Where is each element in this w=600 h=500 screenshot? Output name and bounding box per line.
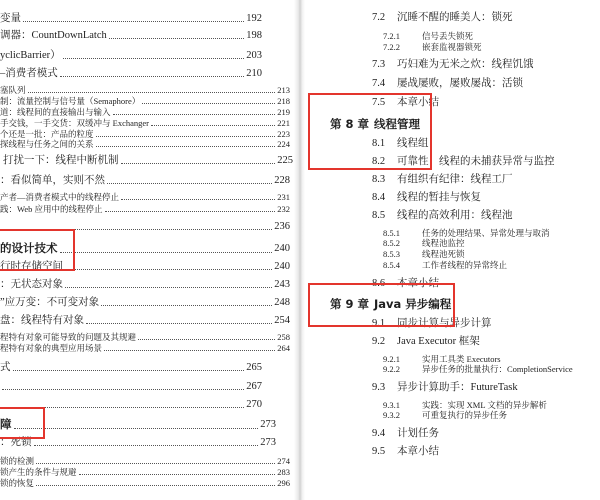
section-number: 9.3	[372, 382, 386, 393]
section-number: 8.5	[372, 210, 386, 221]
toc-entry	[305, 190, 600, 205]
toc-subentry	[0, 204, 290, 215]
toc-page-number: 213	[277, 85, 290, 95]
toc-subentry	[305, 260, 600, 271]
toc-entry-title: ：看似简单，实则不然	[0, 175, 105, 186]
leader-dots	[107, 183, 272, 184]
section-number: 7.4	[372, 78, 386, 89]
section-number: 8.5.1	[383, 228, 400, 238]
toc-page-number: 267	[246, 381, 262, 392]
toc-entry-title: 盘：线程特有对象	[0, 315, 84, 326]
toc-entry-title: 手交钱，一手交货：双缓冲与 Exchanger	[0, 118, 149, 128]
toc-page-number: 243	[274, 279, 290, 290]
toc-subentry	[0, 478, 290, 489]
toc-entry-title: ”应万变：不可变对象	[0, 297, 100, 308]
section-number: 8.5.2	[383, 238, 400, 248]
toc-entry-title: 探线程与任务之间的关系	[0, 139, 94, 149]
toc-page-number: 296	[277, 478, 290, 488]
toc-subentry	[0, 192, 290, 203]
toc-entry-title: 实践：实现 XML 文档的异步解析	[422, 400, 547, 410]
toc-entry	[0, 379, 262, 394]
section-number: 7.2.1	[383, 31, 400, 41]
toc-entry	[0, 28, 262, 43]
toc-page-number: 223	[277, 129, 290, 139]
chapter-title: 障	[0, 417, 12, 431]
toc-entry	[305, 208, 600, 223]
leader-dots	[105, 211, 276, 212]
toc-page-number: 231	[277, 192, 290, 202]
toc-entry	[0, 11, 262, 26]
leader-dots	[36, 485, 275, 486]
leader-dots	[151, 125, 275, 126]
section-number: 9.2.2	[383, 364, 400, 374]
toc-entry	[305, 172, 600, 187]
toc-page-number: 219	[277, 107, 290, 117]
toc-entry-title: 线程组	[397, 138, 429, 149]
toc-entry	[0, 153, 293, 168]
toc-entry-title: 任务的处理结果、异常处理与取消	[422, 228, 550, 238]
toc-page-number: 264	[277, 343, 290, 353]
toc-page-number: 198	[246, 30, 262, 41]
toc-subentry	[0, 467, 290, 478]
section-number: 8.2	[372, 156, 386, 167]
toc-page-number: 270	[246, 399, 262, 410]
toc-subentry	[0, 139, 290, 150]
toc-page-number: 224	[277, 139, 290, 149]
leader-dots	[65, 269, 272, 270]
toc-entry	[305, 334, 600, 349]
toc-entry-title: 信号丢失锁死	[422, 31, 474, 41]
toc-entry-title: –消费者模式	[0, 68, 58, 79]
leader-dots	[79, 474, 276, 475]
toc-subentry	[305, 364, 600, 375]
leader-dots	[138, 339, 275, 340]
toc-entry	[0, 173, 290, 188]
toc-subentry	[0, 96, 290, 107]
section-number: 7.3	[372, 59, 386, 70]
toc-page-number: 258	[277, 332, 290, 342]
toc-entry-title: 有组织有纪律：线程工厂	[397, 174, 513, 185]
toc-page-number: 283	[277, 467, 290, 477]
leader-dots	[28, 92, 276, 93]
toc-entry-title: 计划任务	[397, 428, 439, 439]
toc-page-number: 228	[274, 175, 290, 186]
toc-entry-title: 程特有对象的典型应用场景	[0, 343, 103, 353]
toc-entry	[0, 66, 262, 81]
toc-entry-title: 个还是一批：产品的粒度	[0, 129, 94, 139]
section-number: 8.4	[372, 192, 386, 203]
toc-entry-title: 塞队列	[0, 85, 26, 95]
toc-page-number: 240	[274, 243, 290, 254]
toc-entry-title: 践：Web 应用中的线程停止	[0, 204, 103, 214]
toc-entry-title: 线程池死锁	[422, 249, 465, 259]
leader-dots	[65, 287, 272, 288]
chapter-number: 第 9 章	[330, 297, 370, 311]
toc-entry-title: yclicBarrier）	[0, 50, 61, 61]
toc-entry-title: 沉睡不醒的睡美人：锁死	[397, 12, 513, 23]
chapter-number: 第 8 章	[330, 117, 370, 131]
toc-subentry	[0, 118, 290, 129]
section-number: 8.5.4	[383, 260, 400, 270]
toc-entry-title: 程特有对象可能导致的问题及其规避	[0, 332, 137, 342]
toc-subentry	[0, 456, 290, 467]
section-number: 9.2.1	[383, 354, 400, 364]
toc-entry	[0, 360, 262, 375]
book-gutter	[294, 0, 305, 500]
toc-page-number: 274	[277, 456, 290, 466]
toc-subentry	[305, 238, 600, 249]
leader-dots	[36, 463, 275, 464]
toc-entry-title: 锁的恢复	[0, 478, 35, 488]
toc-page-number: 232	[277, 204, 290, 214]
leader-dots	[86, 323, 272, 324]
toc-entry	[305, 10, 600, 25]
section-number: 8.5.3	[383, 249, 400, 259]
toc-entry-title: 工作者线程的异常终止	[422, 260, 508, 270]
toc-subentry	[0, 343, 290, 354]
highlight-box	[0, 229, 75, 271]
toc-entry-title: 线程的高效利用：线程池	[397, 210, 513, 221]
section-number: 9.3.1	[383, 400, 400, 410]
toc-entry-title: 调器：CountDownLatch	[0, 30, 107, 41]
toc-subentry	[0, 107, 290, 118]
toc-page-number: 273	[260, 437, 276, 448]
toc-entry-title: 嵌套监视器锁死	[422, 42, 482, 52]
leader-dots	[2, 389, 244, 390]
toc-entry	[305, 76, 600, 91]
toc-entry-title: 可重复执行的异步任务	[422, 410, 508, 420]
leader-dots	[121, 199, 275, 200]
toc-entry-title: 式	[0, 362, 11, 373]
toc-page-number: 273	[260, 419, 276, 430]
leader-dots	[34, 445, 259, 446]
toc-entry-title: 产者—消费者模式中的线程停止	[0, 192, 120, 202]
section-number: 9.4	[372, 428, 386, 439]
toc-entry-title: 本章小结	[397, 446, 439, 457]
highlight-box	[0, 407, 45, 439]
toc-entry	[0, 295, 290, 310]
toc-entry	[305, 426, 600, 441]
section-number: 7.2.2	[383, 42, 400, 52]
toc-entry-title: 同步计算与异步计算	[397, 318, 492, 329]
toc-subentry	[0, 85, 290, 96]
toc-subentry	[305, 31, 600, 42]
leader-dots	[23, 21, 244, 22]
toc-entry-title: 锁的检测	[0, 456, 35, 466]
toc-page-number: 236	[274, 221, 290, 232]
toc-subentry	[305, 42, 600, 53]
section-number: 9.1	[372, 318, 386, 329]
leader-dots	[96, 146, 276, 147]
toc-page-number: 265	[246, 362, 262, 373]
chapter-title: Java 异步编程	[374, 297, 452, 311]
section-number: 9.2	[372, 336, 386, 347]
toc-entry-title: ：无状态对象	[0, 279, 63, 290]
toc-entry	[0, 277, 290, 292]
toc-entry-title: 巧妇难为无米之炊：线程饥饿	[397, 59, 534, 70]
section-number: 8.6	[372, 278, 386, 289]
toc-entry-title: 线程池监控	[422, 238, 465, 248]
toc-page-number: 192	[246, 13, 262, 24]
leader-dots	[104, 350, 275, 351]
leader-dots	[113, 114, 276, 115]
toc-entry	[305, 57, 600, 72]
highlight-box	[308, 283, 455, 327]
section-number: 7.5	[372, 97, 386, 108]
chapter-title: 的设计技术	[0, 241, 58, 255]
toc-page-number: 254	[274, 315, 290, 326]
section-number: 9.5	[372, 446, 386, 457]
toc-entry-title: 实用工具类 Executors	[422, 354, 501, 364]
leader-dots	[60, 252, 273, 253]
toc-entry-title: 本章小结	[397, 97, 439, 108]
toc-entry-title: 打扰一下：线程中断机制	[3, 155, 119, 166]
highlight-box	[308, 93, 432, 170]
toc-entry-title: 本章小结	[397, 278, 439, 289]
section-number: 7.2	[372, 12, 386, 23]
leader-dots	[109, 38, 245, 39]
toc-entry-title: 异步任务的批量执行：CompletionService	[422, 364, 573, 374]
toc-page-number: 221	[277, 118, 290, 128]
toc-entry-title: 变量	[0, 13, 21, 24]
toc-entry-title: Java Executor 框架	[397, 336, 480, 347]
section-number: 9.3.2	[383, 410, 400, 420]
leader-dots	[101, 305, 272, 306]
leader-dots	[60, 76, 245, 77]
toc-page-number: 248	[274, 297, 290, 308]
toc-entry-title: 锁产生的条件与规避	[0, 467, 77, 477]
toc-page-number: 203	[246, 50, 262, 61]
toc-entry-title: 道：线程间的直接输出与输入	[0, 107, 111, 117]
leader-dots	[13, 370, 245, 371]
toc-subentry	[0, 332, 290, 343]
toc-entry-title: 行时存储空间	[0, 261, 63, 272]
leader-dots	[96, 136, 276, 137]
leader-dots	[63, 58, 245, 59]
toc-entry	[0, 48, 262, 63]
toc-subentry	[305, 410, 600, 421]
section-number: 8.1	[372, 138, 386, 149]
leader-dots	[121, 163, 276, 164]
toc-entry	[0, 313, 290, 328]
toc-page-number: 210	[246, 68, 262, 79]
toc-page-number: 225	[277, 155, 293, 166]
toc-entry-title: 可靠性：线程的未捕获异常与监控	[397, 156, 555, 167]
leader-dots	[14, 428, 259, 429]
toc-page-number: 240	[274, 261, 290, 272]
toc-entry-title: ：死锁	[0, 437, 32, 448]
toc-entry-title: 异步计算助手：FutureTask	[397, 382, 518, 393]
toc-entry	[305, 444, 600, 459]
toc-entry-title: 线程的暂挂与恢复	[397, 192, 481, 203]
toc-entry-title: 屡战屡败，屡败屡战：活锁	[397, 78, 523, 89]
toc-entry	[305, 380, 600, 395]
section-number: 8.3	[372, 174, 386, 185]
toc-entry-title: 制：流量控制与信号量（Semaphore）	[0, 96, 141, 106]
chapter-title: 线程管理	[374, 117, 420, 131]
toc-page-number: 218	[277, 96, 290, 106]
leader-dots	[142, 103, 275, 104]
toc-subentry	[305, 249, 600, 260]
right-toc-page	[305, 0, 600, 500]
